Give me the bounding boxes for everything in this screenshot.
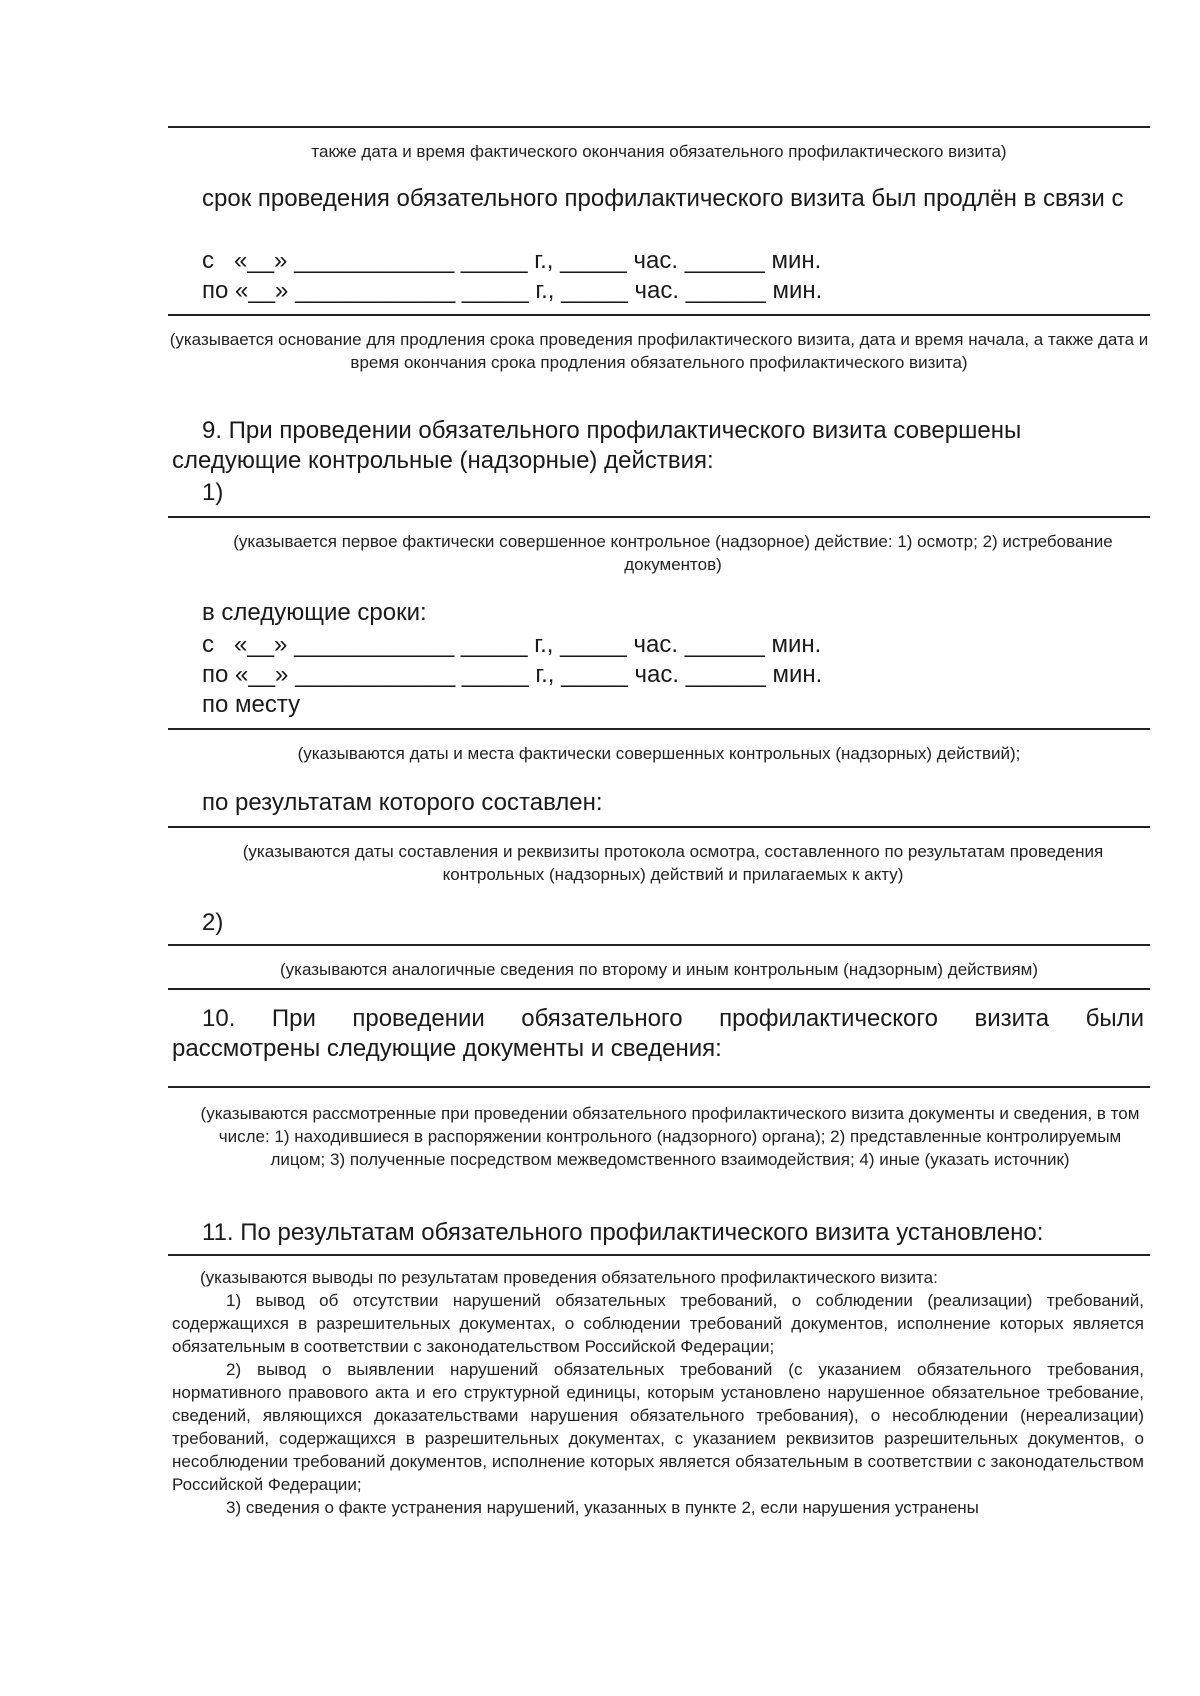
- section-9-heading: 9. При проведении обязательного профилактического визита совершены следующие контрольные (надзорные) действия:: [172, 417, 1022, 474]
- section-10-heading-text: 10. При проведении обязательного профилактического визита были: [202, 1005, 1144, 1032]
- section-10-heading-line2: рассмотрены следующие документы и сведения:: [172, 1035, 722, 1062]
- extension-to-line[interactable]: по «__» ____________ _____ г., _____ час. ______ мин.: [202, 277, 823, 304]
- extension-text: срок проведения обязательного профилактического визита был продлён в связи с: [202, 185, 1124, 212]
- fill-line[interactable]: [168, 826, 1150, 828]
- conclusion-item-2: 2) вывод о выявлении нарушений обязательных требований (с указанием обязательного требования, нормативного правового акта и его структурной единицы, которым установлено нарушенное обязательное требование, сведений, являющихся доказательствами нарушения обязательного требования), о несоблюдении (нереализации) требований, содержащихся в разрешительных документах, с указанием реквизитов разрешительных документов, о несоблюдении требований документов, исполнение которых является обязательным в соответствии с законодательством Российской Федерации;: [172, 1360, 1144, 1494]
- field-hint: (указываются даты и места фактически совершенных контрольных (надзорных) действий);: [297, 744, 1021, 763]
- field-hint: (указываются даты составления и реквизиты протокола осмотра, составленного по результатам проведения контрольных (надзорных) действий и прилагаемых к акту): [242, 842, 1104, 884]
- terms-label: в следующие сроки:: [202, 599, 427, 626]
- field-hint: (указывается первое фактически совершенное контрольное (надзорное) действие: 1) осмотр; 2) истребование документов): [233, 532, 1113, 574]
- action-item-2: 2): [202, 909, 224, 936]
- fill-line[interactable]: [168, 1086, 1150, 1088]
- conclusions-intro: (указываются выводы по результатам проведения обязательного профилактического визита:: [200, 1268, 938, 1287]
- conclusion-item-3: 3) сведения о факте устранения нарушений, указанных в пункте 2, если нарушения устранены: [226, 1498, 979, 1517]
- section-10-heading-line1: [202, 1004, 1144, 1034]
- fill-line[interactable]: [168, 944, 1150, 946]
- field-hint: (указывается основание для продления срока проведения профилактического визита, дата и время начала, а также дата и время окончания срока продления обязательного профилактического визита): [169, 330, 1149, 372]
- extension-from-line[interactable]: с «__» ____________ _____ г., _____ час. ______ мин.: [202, 247, 822, 274]
- action-item-1: 1): [202, 479, 224, 506]
- conclusions-hint: [172, 1266, 1144, 1519]
- place-label: по месту: [202, 691, 301, 718]
- fill-line[interactable]: [168, 728, 1150, 730]
- fill-line[interactable]: [168, 988, 1150, 990]
- results-label: по результатам которого составлен:: [202, 789, 603, 816]
- action-to-line[interactable]: по «__» ____________ _____ г., _____ час. ______ мин.: [202, 661, 823, 688]
- fill-line[interactable]: [168, 1254, 1150, 1256]
- fill-line[interactable]: [168, 516, 1150, 518]
- field-hint: также дата и время фактического окончания обязательного профилактического визита): [311, 142, 1007, 161]
- conclusion-item-1: 1) вывод об отсутствии нарушений обязательных требований, о соблюдении (реализации) требований, содержащихся в разрешительных документах, о соблюдении требований документов, исполнение которых является обязательным в соответствии с законодательством Российской Федерации;: [172, 1291, 1144, 1356]
- fill-line[interactable]: [168, 314, 1150, 316]
- fill-line[interactable]: [168, 126, 1150, 128]
- field-hint: (указываются рассмотренные при проведении обязательного профилактического визита документы и сведения, в том числе: 1) находившиеся в распоряжении контрольного (надзорного) органа); 2) представленные контролируемым лицом; 3) полученные посредством межведомственного взаимодействия; 4) иные (указать источник): [200, 1104, 1140, 1169]
- section-11-heading: 11. По результатам обязательного профилактического визита установлено:: [202, 1219, 1044, 1246]
- field-hint: (указываются аналогичные сведения по второму и иным контрольным (надзорным) действиям): [279, 960, 1039, 979]
- action-from-line[interactable]: с «__» ____________ _____ г., _____ час. ______ мин.: [202, 631, 822, 658]
